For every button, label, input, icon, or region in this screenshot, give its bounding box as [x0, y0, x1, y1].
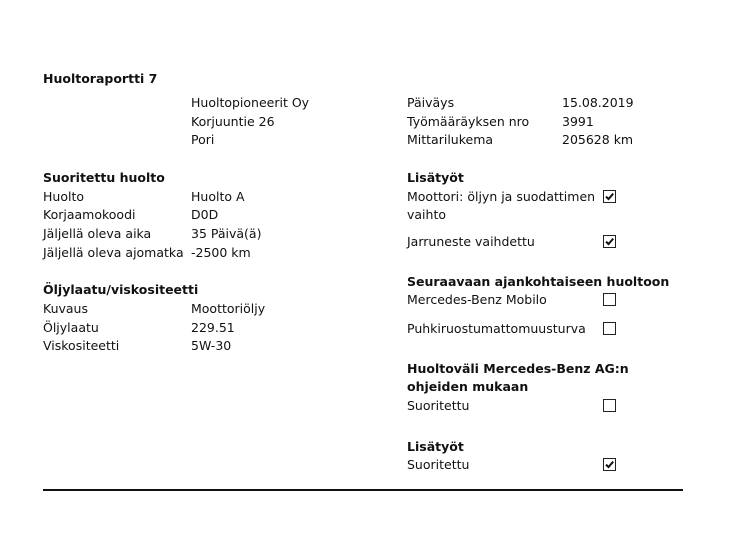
workshop-code-value: D0D: [191, 207, 219, 222]
date-label: Päiväys: [407, 95, 455, 110]
oil-quality-value: 229.51: [191, 320, 235, 335]
oil-description-label: Kuvaus: [43, 301, 88, 316]
next-service-item-label: Puhkiruostumattomuusturva: [407, 321, 586, 336]
interval-item-label: Suoritettu: [407, 398, 470, 413]
extra-work-heading: Lisätyöt: [407, 170, 464, 185]
next-service-heading: Seuraavaan ajankohtaiseen huoltoon: [407, 274, 670, 289]
service-label: Huolto: [43, 189, 84, 204]
check-icon: [604, 236, 615, 247]
extra-work-item-label: Moottori: öljyn ja suodattimen vaihto: [407, 189, 596, 222]
remaining-time-label: Jäljellä oleva aika: [43, 226, 152, 241]
next-service-item-checkbox[interactable]: [603, 293, 616, 306]
check-icon: [604, 191, 615, 202]
workshop-code-label: Korjaamokoodi: [43, 207, 136, 222]
date-value: 15.08.2019: [562, 95, 634, 110]
interval-heading: Huoltoväli Mercedes-Benz AG:n ohjeiden mukaan: [407, 361, 629, 394]
viscosity-label: Viskositeetti: [43, 338, 120, 353]
workshop-name: Huoltopioneerit Oy: [191, 95, 310, 110]
interval-item-checkbox[interactable]: [603, 399, 616, 412]
workshop-street: Korjuuntie 26: [191, 114, 275, 129]
order-number-label: Työmääräyksen nro: [407, 114, 530, 129]
oil-heading: Öljylaatu/viskositeetti: [43, 282, 199, 297]
extra-work-2-item-label: Suoritettu: [407, 457, 470, 472]
order-number-value: 3991: [562, 114, 594, 129]
next-service-item-checkbox[interactable]: [603, 322, 616, 335]
workshop-city: Pori: [191, 132, 215, 147]
mileage-label: Mittarilukema: [407, 132, 494, 147]
report-title: Huoltoraportti 7: [43, 71, 158, 86]
mileage-value: 205628 km: [562, 132, 634, 147]
check-icon: [604, 459, 615, 470]
next-service-item-label: Mercedes-Benz Mobilo: [407, 292, 547, 307]
remaining-time-value: 35 Päivä(ä): [191, 226, 262, 241]
remaining-distance-value: -2500 km: [191, 245, 251, 260]
remaining-distance-label: Jäljellä oleva ajomatka: [43, 245, 184, 260]
extra-work-item-label: Jarruneste vaihdettu: [407, 234, 535, 249]
oil-quality-label: Öljylaatu: [43, 320, 99, 335]
extra-work-2-heading: Lisätyöt: [407, 439, 464, 454]
extra-work-2-item-checkbox[interactable]: [603, 458, 616, 471]
extra-work-item-checkbox[interactable]: [603, 235, 616, 248]
viscosity-value: 5W-30: [191, 338, 232, 353]
extra-work-item-checkbox[interactable]: [603, 190, 616, 203]
oil-description-value: Moottoriöljy: [191, 301, 266, 316]
service-heading: Suoritettu huolto: [43, 170, 165, 185]
service-value: Huolto A: [191, 189, 245, 204]
bottom-divider: [43, 489, 683, 491]
